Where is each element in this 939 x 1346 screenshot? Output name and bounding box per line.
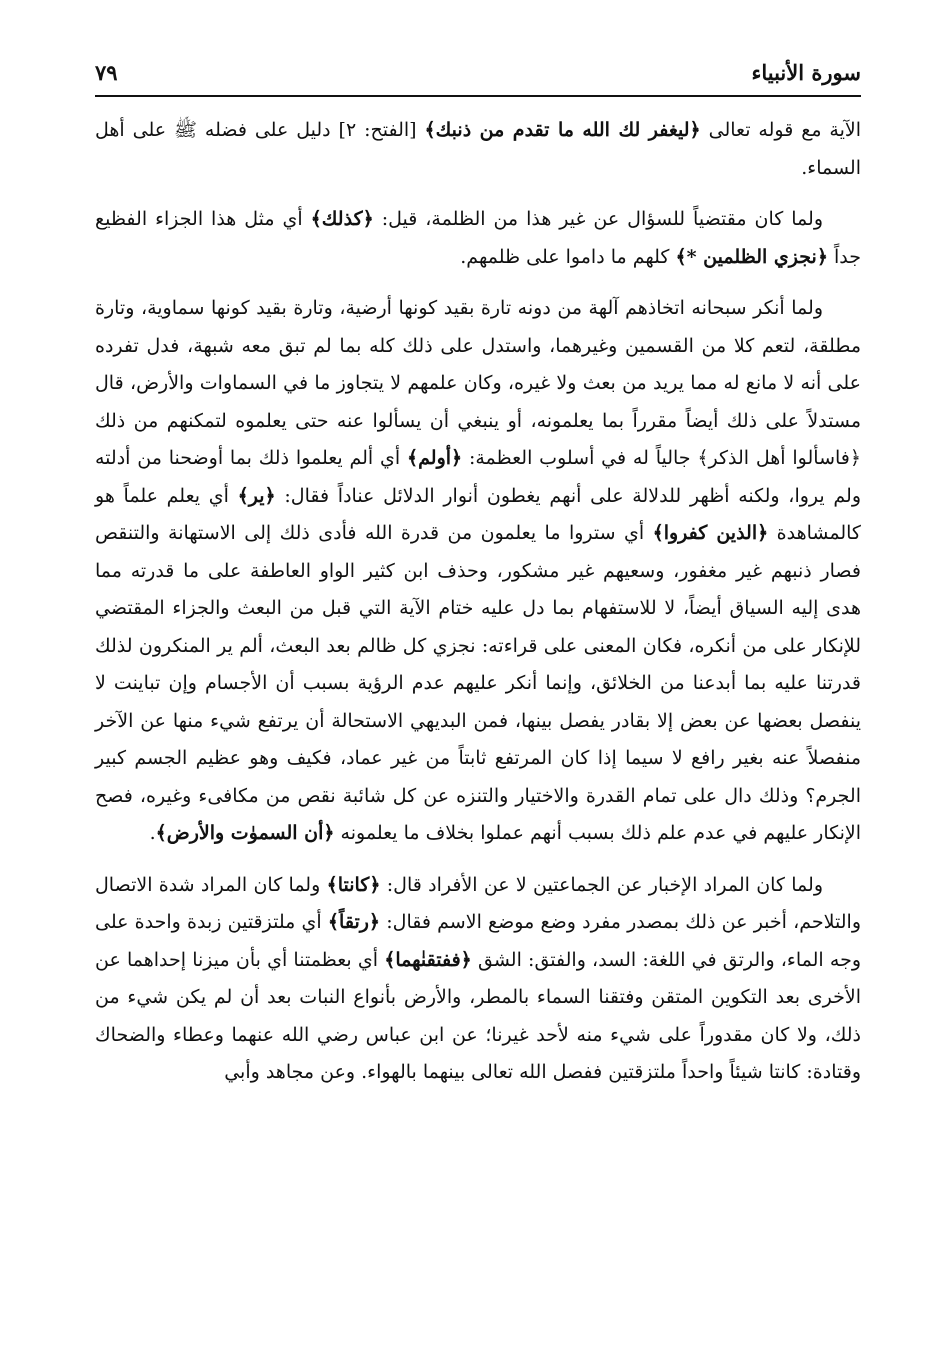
quran-quote: ﴿الذين كفروا﴾ [652, 522, 769, 544]
text-segment: ولما كان المراد الإخبار عن الجماعتين لا عن الأفراد قال: [380, 873, 824, 896]
paragraph [95, 867, 861, 1092]
quran-quote: ﴿أولم﴾ [407, 447, 463, 469]
paragraph [95, 201, 861, 276]
surah-title: سورة الأنبياء [751, 60, 861, 85]
text-segment: [الفتح: ٢] دليل على فضله ﷺ على أهل السماء. [95, 119, 861, 179]
quran-quote: ﴿كانتا﴾ [326, 873, 381, 896]
text-segment: أي ألم يعلموا ذلك بما أوضحنا من أدلته ولم يروا، ولكنه أظهر للدلالة على أنهم يغطون أنوار الدلائل عناداً فقال: [95, 447, 861, 507]
text-segment: أي يعلم علماً هو كالمشاهدة [95, 484, 861, 544]
text-segment: ﴿فاسألوا أهل الذكر﴾ [697, 447, 861, 469]
text-segment: ولما كان المراد شدة الاتصال والتلاحم، أخبر عن ذلك بمصدر مفرد وضع موضع الاسم فقال: [95, 873, 861, 933]
text-segment: . [149, 822, 156, 844]
quran-quote: ﴿ير﴾ [237, 484, 276, 507]
text-segment: كلهم ما داموا على ظلمهم. [460, 245, 676, 268]
body-text [95, 112, 861, 1106]
text-segment: جالياً له في أسلوب العظمة: [462, 447, 698, 469]
quran-quote: ﴿رتقاً﴾ [327, 911, 381, 933]
quran-quote: ﴿ليغفر لك الله ما تقدم من ذنبك﴾ [424, 119, 701, 141]
text-segment: أي ستروا ما يعلمون من قدرة الله فأدى ذلك إلى الاستهانة والتنقص فصار ذنبهم غير مغفور، وسعيهم غير مشكور، وحذف ابن كثير الواو العاطفة على ما قدرته مما هدى إليه السياق أيضاً، لا للاستفهام بما دل عليه ختام الآية التي قبل من البعث والجزاء المقتضي للإنكار على من أنكره، فكان المعنى على قراءته: نجزي كل ظالم بعد البعث، ألم ير المنكرون لذلك قدرتنا عليه بما أبدعنا من الخلائق، وإنما أنكر عليهم عدم الرؤية بسبب أن الأجسام وإن تباينت لا ينفصل بعضها عن بعض إلا بقادر يفصل بينها، فمن البديهي الاستحالة أن يرتفع شيء منها عن الآخر منفصلاً عنه بغير رافع لا سيما إذا كان المرتفع ثابتاً من غير عماد، فكيف وهو عظيم الجسم كبير الجرم؟ وذلك دال على تمام القدرة والاختيار والتنزه عن كل شائبة نقص من مكافىء وغيره، فصح الإنكار عليهم في عدم علم ذلك بسبب أنهم عملوا بخلاف ما يعلمونه [95, 522, 861, 844]
paragraph [95, 112, 861, 187]
page-header [95, 56, 861, 94]
text-segment: أي مثل هذا الجزاء الفظيع جداً [95, 208, 861, 268]
text-segment: أي ملتزقتين زبدة واحدة على وجه الماء، والرتق في اللغة: السد، والفتق: الشق [95, 911, 861, 971]
quran-quote: ﴿ففتقنٰهما﴾ [384, 948, 472, 971]
text-segment: الآية مع قوله تعالى [700, 119, 862, 141]
text-segment: أي بعظمتنا أي بأن ميزنا إحداهما عن الأخرى بعد التكوين المتقن وفتقنا السماء بالمطر، والأرض بأنواع النبات بعد أن لم يكن شيء من ذلك، ولا كان مقدوراً على شيء منه لأحد غيرنا؛ عن ابن عباس رضي الله عنهما وعطاء والضحاك وقتادة: كانتا شيئاً واحداً ملتزقتين ففصل الله تعالى بينهما بالهواء. وعن مجاهد وأبي [95, 948, 861, 1083]
text-segment: ولما كان مقتضياً للسؤال عن غير هذا من الظلمة، قيل: [373, 208, 824, 230]
text-segment: ولما أنكر سبحانه اتخاذهم آلهة من دونه تارة بقيد كونها أرضية، وتارة بقيد كونها سماوية، وتارة مطلقة، لتعم كلا من القسمين وغيرهما، واستدل على ذلك كله بما لم تبق معه شبهة، فدل تفرده على أنه لا مانع له مما يريد من بعث ولا غيره، وكان علمهم لا يتجاوز ما في السماوات والأرض، قال مستدلاً على ذلك أيضاً مقرراً بما يعلمونه، أو ينبغي أن يسألوا عنه حتى يعلموه لتمكنهم من ذلك [95, 297, 861, 432]
quran-quote: ﴿نجزي الظلمين *﴾ [675, 245, 828, 268]
paragraph [95, 290, 861, 853]
quran-quote: ﴿كذلك﴾ [310, 208, 374, 230]
header-divider [95, 95, 861, 97]
page-number: ٧٩ [95, 60, 118, 85]
quran-quote: ﴿أن السموٰت والأرض﴾ [155, 822, 335, 844]
